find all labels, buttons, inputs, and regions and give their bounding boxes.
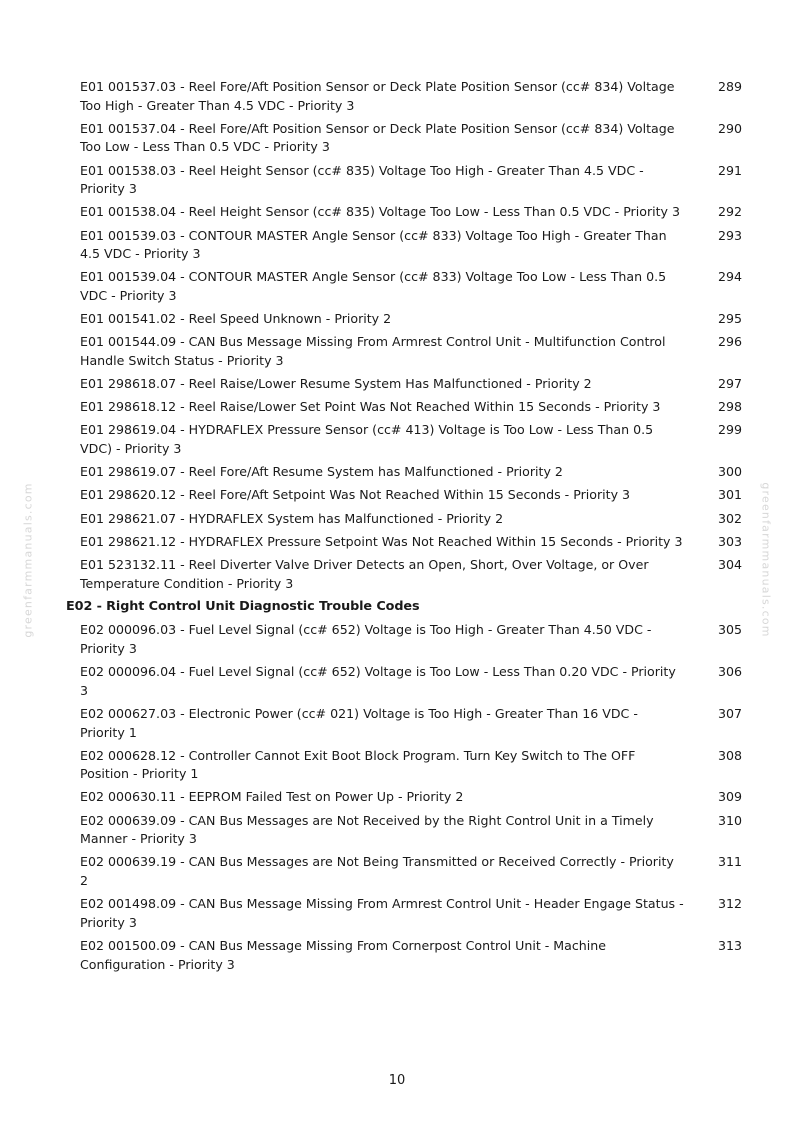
toc-entry[interactable] [0, 621, 794, 658]
toc-entry[interactable] [0, 812, 794, 849]
toc-entry[interactable] [0, 120, 794, 157]
toc-entry-page[interactable]: 300 [717, 464, 742, 480]
watermark-right: greenfarmmanuals.com [759, 482, 773, 638]
toc-entry[interactable] [0, 937, 794, 974]
toc-entry[interactable] [0, 268, 794, 305]
toc-entry-title[interactable]: E01 298618.12 - Reel Raise/Lower Set Point Was Not Reached Within 15 Seconds - Priority 3 [80, 399, 661, 415]
toc-entry-title[interactable]: E02 000628.12 - Controller Cannot Exit Boot Block Program. Turn Key Switch to The OFF Position - Priority 1 [80, 747, 636, 782]
toc-entry-page[interactable]: 311 [717, 854, 742, 870]
toc-entry-page[interactable]: 303 [717, 533, 742, 549]
toc-entry-title[interactable]: E01 001538.04 - Reel Height Sensor (cc# 835) Voltage Too Low - Less Than 0.5 VDC - Priority 3 [80, 204, 681, 220]
toc-entry-title[interactable]: E02 001500.09 - CAN Bus Message Missing From Cornerpost Control Unit - Machine Configuration - Priority 3 [80, 938, 607, 972]
toc-entry-page[interactable]: 291 [717, 162, 742, 178]
toc-entry-page[interactable]: 290 [717, 120, 742, 136]
toc-entry-page[interactable]: 289 [717, 79, 742, 94]
toc-entry-page[interactable]: 307 [717, 705, 742, 721]
toc-entry-page[interactable]: 313 [717, 938, 742, 953]
toc-entry[interactable] [0, 747, 794, 784]
toc-entry-title[interactable]: E01 001539.04 - CONTOUR MASTER Angle Sensor (cc# 833) Voltage Too Low - Less Than 0.5 VDC - Priority 3 [80, 269, 667, 303]
toc-entry[interactable] [0, 398, 794, 417]
toc-entry-page[interactable]: 312 [717, 896, 742, 912]
toc-entry-page[interactable]: 297 [717, 376, 742, 392]
toc-entry-page[interactable]: 308 [717, 747, 742, 763]
toc-entry-page[interactable]: 295 [717, 311, 742, 327]
toc-entry[interactable] [0, 463, 794, 482]
toc-entry-page[interactable]: 301 [717, 487, 742, 503]
watermark-left: greenfarmmanuals.com [21, 482, 35, 638]
toc-entry-title[interactable]: E01 298620.12 - Reel Fore/Aft Setpoint Was Not Reached Within 15 Seconds - Priority 3 [80, 487, 631, 503]
toc-entry-page[interactable]: 306 [717, 664, 742, 680]
toc-entry[interactable] [0, 788, 794, 807]
toc-entry-page[interactable]: 310 [717, 812, 742, 828]
toc-entry-page[interactable]: 298 [717, 399, 742, 415]
toc-entry-title[interactable]: E02 000630.11 - EEPROM Failed Test on Power Up - Priority 2 [80, 789, 464, 805]
toc-entry[interactable] [0, 375, 794, 394]
toc-entry-title[interactable]: E01 001537.03 - Reel Fore/Aft Position Sensor or Deck Plate Position Sensor (cc# 834) Voltage Too High - Greater Than 4.5 VDC - Priority 3 [80, 79, 675, 113]
toc-entry-page[interactable]: 293 [717, 227, 742, 243]
toc-entry-page[interactable]: 296 [717, 334, 742, 350]
toc-entry-page[interactable]: 302 [717, 510, 742, 526]
table-of-contents [0, 78, 794, 979]
toc-entry-page[interactable]: 294 [717, 269, 742, 285]
section-heading-e02[interactable]: E02 - Right Control Unit Diagnostic Trouble Codes [66, 598, 420, 614]
toc-entry-page[interactable]: 304 [717, 556, 742, 572]
toc-entry[interactable] [0, 162, 794, 199]
toc-entry[interactable] [0, 895, 794, 932]
page-number: 10 [388, 1073, 406, 1088]
toc-entry[interactable] [0, 486, 794, 505]
toc-entry-title[interactable]: E01 298618.07 - Reel Raise/Lower Resume System Has Malfunctioned - Priority 2 [80, 376, 592, 392]
toc-entry[interactable] [0, 310, 794, 329]
toc-entry[interactable] [0, 853, 794, 890]
toc-entry[interactable] [0, 78, 794, 115]
toc-entry-title[interactable]: E02 000639.19 - CAN Bus Messages are Not Being Transmitted or Received Correctly - Priority 2 [80, 854, 674, 889]
toc-entry[interactable] [0, 533, 794, 552]
toc-list-e01 [0, 78, 794, 593]
toc-entry[interactable] [0, 227, 794, 264]
toc-entry[interactable] [0, 705, 794, 742]
toc-entry-page[interactable]: 299 [717, 422, 742, 438]
toc-entry[interactable] [0, 510, 794, 529]
toc-entry[interactable] [0, 203, 794, 222]
toc-entry-title[interactable]: E01 001544.09 - CAN Bus Message Missing From Armrest Control Unit - Multifunction Control Handle Switch Status - Priority 3 [80, 334, 666, 368]
toc-entry-title[interactable]: E01 298619.04 - HYDRAFLEX Pressure Sensor (cc# 413) Voltage is Too Low - Less Than 0.5 VDC) - Priority 3 [80, 422, 654, 457]
toc-entry-title[interactable]: E02 000096.03 - Fuel Level Signal (cc# 652) Voltage is Too High - Greater Than 4.50 VDC - Priority 3 [80, 622, 652, 656]
toc-entry-page[interactable]: 305 [717, 622, 742, 638]
toc-entry[interactable] [0, 556, 794, 593]
toc-entry[interactable] [0, 663, 794, 700]
toc-entry-title[interactable]: E02 000096.04 - Fuel Level Signal (cc# 652) Voltage is Too Low - Less Than 0.20 VDC - Priority 3 [80, 664, 676, 698]
toc-entry-title[interactable]: E01 001541.02 - Reel Speed Unknown - Priority 2 [80, 311, 392, 327]
toc-entry-title[interactable]: E02 000627.03 - Electronic Power (cc# 021) Voltage is Too High - Greater Than 16 VDC - Priority 1 [80, 705, 638, 740]
toc-entry-title[interactable]: E01 298621.07 - HYDRAFLEX System has Malfunctioned - Priority 2 [80, 510, 504, 526]
toc-entry-title[interactable]: E01 001539.03 - CONTOUR MASTER Angle Sensor (cc# 833) Voltage Too High - Greater Than 4.5 VDC - Priority 3 [80, 227, 667, 262]
toc-entry-title[interactable]: E01 001538.03 - Reel Height Sensor (cc# 835) Voltage Too High - Greater Than 4.5 VDC - Priority 3 [80, 162, 644, 197]
toc-entry[interactable] [0, 421, 794, 458]
toc-entry-title[interactable]: E01 298621.12 - HYDRAFLEX Pressure Setpoint Was Not Reached Within 15 Seconds - Priority 3 [80, 533, 683, 549]
toc-entry-page[interactable]: 292 [717, 204, 742, 220]
toc-list-e02 [0, 621, 794, 974]
toc-entry-title[interactable]: E01 523132.11 - Reel Diverter Valve Driver Detects an Open, Short, Over Voltage, or Over Temperature Condition - Priority 3 [80, 556, 649, 591]
toc-entry-title[interactable]: E01 298619.07 - Reel Fore/Aft Resume System has Malfunctioned - Priority 2 [80, 464, 563, 480]
toc-entry-title[interactable]: E02 000639.09 - CAN Bus Messages are Not Received by the Right Control Unit in a Timely Manner - Priority 3 [80, 812, 654, 847]
toc-entry[interactable] [0, 333, 794, 370]
toc-entry-title[interactable]: E01 001537.04 - Reel Fore/Aft Position Sensor or Deck Plate Position Sensor (cc# 834) Voltage Too Low - Less Than 0.5 VDC - Priority 3 [80, 120, 675, 155]
toc-entry-title[interactable]: E02 001498.09 - CAN Bus Message Missing From Armrest Control Unit - Header Engage Status - Priority 3 [80, 896, 684, 930]
toc-entry-page[interactable]: 309 [717, 789, 742, 805]
